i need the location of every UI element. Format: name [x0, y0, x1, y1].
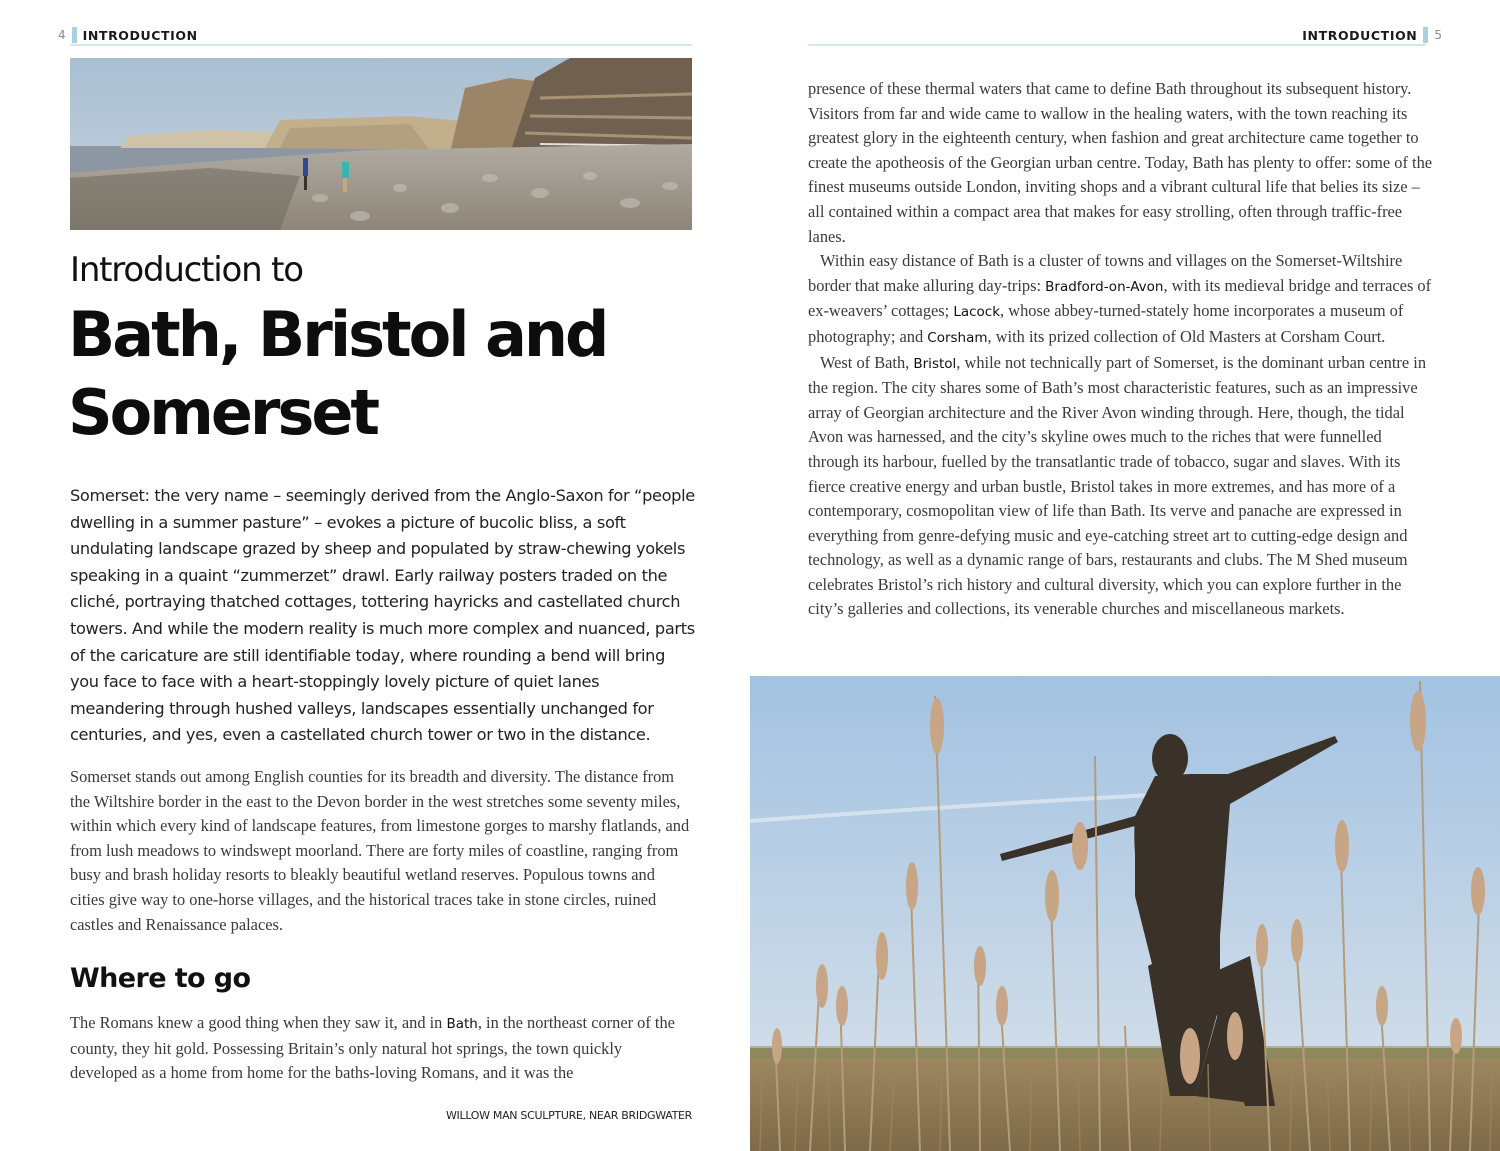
- accent-bar: [1423, 27, 1428, 43]
- title-line-1: Bath, Bristol and: [68, 298, 607, 371]
- page-number: 4: [58, 28, 66, 42]
- running-header-right: [1302, 26, 1442, 44]
- text-run: West of Bath,: [820, 352, 914, 372]
- body-paragraph-where: [70, 1011, 692, 1086]
- text-run: , with its medieval bridge and terraces of ex-weavers’ cottages;: [808, 275, 1432, 321]
- body-paragraph: presence of these thermal waters that came to define Bath throughout its subsequent history. Visitors from far and wide came to wallow in the healing waters, with the town reaching its greatest glory in the eighteenth century, when fashion and great architecture came together to create the apotheosis of the Georgian urban centre. Today, Bath has plenty to offer: some of the finest museums outside London, inviting shops and a vibrant cultural life that belies its size – all contained within a compact area that makes for easy strolling, often through traffic-free lanes.: [808, 79, 1433, 246]
- accent-bar: [72, 27, 77, 43]
- right-page: [750, 0, 1500, 1151]
- text-run: The Romans knew a good thing when they saw it, and in: [70, 1013, 447, 1032]
- header-rule: [70, 44, 692, 46]
- running-head-label: INTRODUCTION: [82, 27, 198, 43]
- page-title: [68, 296, 708, 452]
- photo-caption: WILLOW MAN SCULPTURE, NEAR BRIDGWATER: [445, 1109, 692, 1122]
- text-run: Within easy distance of Bath is a cluster of towns and villages on the Somerset-Wiltshire border that make alluring day-trips:: [808, 251, 1403, 295]
- lede-paragraph: Somerset: the very name – seemingly derived from the Anglo-Saxon for “people dwelling in a summer pasture” – evokes a picture of bucolic bliss, a soft undulating landscape grazed by sheep and populated by straw-chewing yokels speaking in a quaint “zummerzet” drawl. Early railway posters traded on the cliché, portraying thatched cottages, tottering hayricks and castellated church towers. And while the modern reality is much more complex and nuanced, parts of the caricature are still identifiable today, where rounding a bend will bring you face to face with a heart-stoppingly lovely picture of quiet lanes meandering through hushed valleys, landscapes essentially unchanged for centuries, and yes, even a castellated church tower or two in the distance.: [70, 486, 695, 745]
- title-line-2: Somerset: [68, 376, 378, 449]
- text-run: , in the northeast corner of the county, they hit gold. Possessing Britain’s only natural hot springs, the town quickly developed as a home from home for the baths-loving Romans, and it was the: [70, 1013, 675, 1083]
- page-number: 5: [1434, 28, 1442, 42]
- text-run: , while not technically part of Somerset, is the dominant urban centre in the region. The city shares some of Bath’s most characteristic features, such as an impressive array of Georgian architecture and the River Avon winding through. Here, though, the tidal Avon was harnessed, and the city’s skyline owes much to the riches that were funnelled through its harbour, fuelled by the transatlantic trade of tobacco, sugar and slaves. With its fierce creative energy and urban bustle, Bristol takes in more extremes, and has more of a contemporary, cosmopolitan view of life than Bath. Its verve and panache are expressed in everything from genre-defying music and eye-catching street art to cutting-edge design and technology, as well as a dynamic range of bars, restaurants and clubs. The M Shed museum celebrates Bristol’s rich history and cultural diversity, which you can explore further in the city’s galleries and collections, its venerable churches and miscellaneous markets.: [808, 352, 1427, 619]
- place-name-bath: Bath: [446, 1016, 478, 1032]
- text-run: , whose abbey-turned-stately home incorporates a museum of photography; and: [808, 301, 1404, 346]
- willow-man-photo: [750, 676, 1500, 1151]
- place-name-bristol: Bristol: [913, 355, 957, 372]
- coast-photo: [70, 58, 692, 230]
- body-paragraph: Somerset stands out among English counties for its breadth and diversity. The distance from the Wiltshire border in the east to the Devon border in the west stretches some seventy miles, within which every kind of landscape features, from limestone gorges to marshy flatlands, and from lush meadows to windswept moorland. There are forty miles of coastline, ranging from busy and brash holiday resorts to bleakly beautiful wetland reserves. Populous towns and cities give way to one-horse villages, and the historical traces take in stone circles, ruined castles and Renaissance palaces.: [70, 767, 690, 934]
- willow-man-photo-image: [750, 676, 1500, 1151]
- place-name-bradford-on-avon: Bradford-on-Avon: [1045, 278, 1164, 295]
- header-rule: [808, 44, 1426, 46]
- section-heading-where-to-go: Where to go: [70, 963, 251, 994]
- running-header-left: [58, 26, 198, 44]
- coast-photo-image: [70, 58, 692, 230]
- text-run: , with its prized collection of Old Masters at Corsham Court.: [987, 326, 1386, 346]
- place-name-corsham: Corsham: [927, 329, 988, 346]
- body-paragraph-daytrips: [808, 249, 1433, 350]
- place-name-lacock: Lacock: [953, 304, 1001, 321]
- running-head-label: INTRODUCTION: [1302, 27, 1418, 43]
- right-body-text: [808, 77, 1433, 622]
- body-paragraph-bristol: [808, 351, 1433, 623]
- title-prefix: Introduction to: [70, 250, 303, 290]
